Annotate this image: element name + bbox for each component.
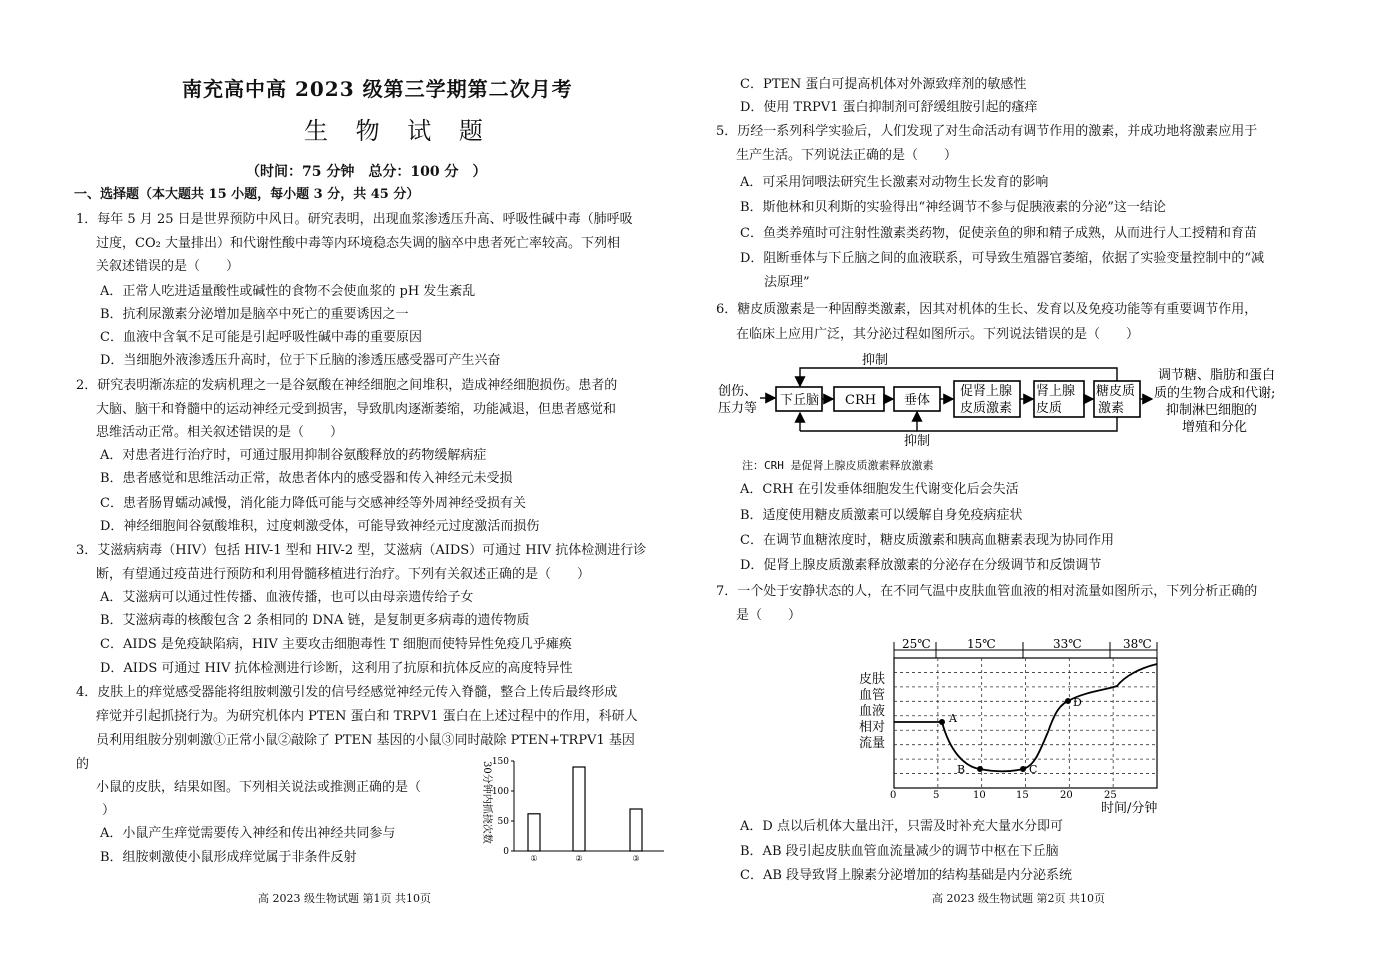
q2-stem-line: 2．研究表明渐冻症的发病机理之一是谷氨酸在神经细胞之间堆积，造成神经细胞损伤。患者的: [76, 378, 618, 393]
q4-stem-line: 4．皮肤上的痒觉感受器能将组胺刺激引发的信号经感觉神经元传入脊髓，整合上传后最终形成: [76, 685, 618, 700]
temp-label: 25℃: [902, 637, 931, 651]
q5-option-d: D．阻断垂体与下丘脑之间的血液联系，可导致生殖器官萎缩，依据了实验变量控制中的“减: [740, 251, 1265, 266]
effect-line: 增殖和分化: [1182, 420, 1248, 435]
y-tick-label: 50: [497, 817, 509, 827]
point-d: [1065, 698, 1071, 704]
bar: [630, 809, 642, 851]
q1-stem-line: 过度，CO₂ 大量排出）和代谢性酸中毒等内环境稳态失调的脑卒中患者死亡率较高。下列相: [96, 236, 620, 251]
diagram-input-line: 压力等: [718, 401, 758, 416]
exam-title: 南充高中高 2023 级第三学期第二次月考: [182, 77, 573, 101]
x-tick: 20: [1060, 790, 1073, 801]
footer-left: 高 2023 级生物试题 第1页 共10页: [258, 892, 431, 905]
q6-option-c: C．在调节血糖浓度时，糖皮质激素和胰高血糖素表现为协同作用: [740, 533, 1114, 548]
q1-option-c: C．血液中含氧不足可能是引起呼吸性碱中毒的重要原因: [100, 330, 422, 345]
q4-option-b: B．组胺刺激使小鼠形成痒觉属于非条件反射: [100, 850, 357, 865]
x-tick-label: ②: [575, 854, 583, 863]
y-label: 血管: [859, 688, 886, 703]
q7-stem-line: 是（ ）: [736, 608, 802, 623]
q4-stem-line: 的: [76, 757, 90, 772]
q4-bar-chart: [476, 755, 676, 867]
point-a-label: A: [949, 712, 957, 725]
q7-blood-flow-graph: [855, 632, 1175, 816]
q2-option-c: C．患者肠胃蠕动减慢，消化能力降低可能与交感神经等外周神经受损有关: [100, 496, 526, 511]
diagram-input-line: 创伤、: [718, 384, 758, 399]
x-tick: 25: [1104, 790, 1117, 801]
point-d-label: D: [1073, 696, 1082, 709]
q7-stem-line: 7．一个处于安静状态的人，在不同气温中皮肤血管血液的相对流量如图所示，下列分析正确的: [716, 584, 1258, 599]
temp-label: 15℃: [967, 637, 996, 651]
q6-flow-diagram: [712, 350, 1302, 450]
section-heading: 一、选择题（本大题共 15 小题，每小题 3 分，共 45 分）: [74, 187, 420, 202]
q5-option-d-cont: 法原理”: [764, 275, 810, 290]
q3-stem-line: 3．艾滋病病毒（HIV）包括 HIV-1 型和 HIV-2 型，艾滋病（AIDS）可通过 HIV 抗体检测进行诊: [76, 543, 647, 558]
y-label: 流量: [859, 736, 886, 751]
box-hypothalamus-label: 下丘脑: [780, 393, 820, 408]
q4-stem-line: ）: [102, 803, 116, 818]
q3-option-c: C．AIDS 是免疫缺陷病，HIV 主要攻击细胞毒性 T 细胞而使特异性免疫几乎瘫痪: [100, 637, 572, 652]
exam-time-score: （时间：75 分钟 总分：100 分 ）: [246, 164, 487, 180]
effect-line: 质的生物合成和代谢;: [1154, 386, 1276, 401]
x-tick: 10: [973, 790, 986, 801]
q6-option-d: D．促肾上腺皮质激素释放激素的分泌存在分级调节和反馈调节: [740, 558, 1102, 573]
temp-label: 33℃: [1053, 637, 1082, 651]
box-glucocorticoid-label: 糖皮质: [1096, 384, 1136, 399]
inhibit-label-bottom: 抑制: [904, 434, 931, 449]
q5-option-b: B．斯他林和贝利斯的实验得出“神经调节不参与促胰液素的分泌”这一结论: [740, 200, 1166, 215]
q4-stem-line: 员利用组胺分别刺激①正常小鼠②敲除了 PTEN 基因的小鼠③同时敲除 PTEN+TRPV1 基因: [96, 733, 635, 748]
bar: [573, 767, 585, 851]
q3-stem-line: 断，有望通过疫苗进行预防和利用骨髓移植进行治疗。下列有关叙述正确的是（ ）: [96, 567, 591, 582]
q2-stem-line: 大脑、脑干和脊髓中的运动神经元受到损害，导致肌肉逐渐萎缩，功能减退，但患者感觉和: [96, 402, 617, 417]
q5-stem-line: 生产生活。下列说法正确的是（ ）: [736, 148, 958, 163]
point-b-label: B: [957, 763, 966, 776]
point-a: [939, 719, 945, 725]
q6-stem-line: 6．糖皮质激素是一种固醇类激素，因其对机体的生长、发育以及免疫功能等有重要调节作用，: [716, 302, 1258, 317]
q6-option-b: B．适度使用糖皮质激素可以缓解自身免疫病症状: [740, 508, 1023, 523]
q2-option-b: B．患者感觉和思维活动正常，故患者体内的感受器和传入神经元未受损: [100, 471, 513, 486]
y-label: 皮肤: [859, 672, 886, 687]
q5-stem-line: 5．历经一系列科学实验后，人们发现了对生命活动有调节作用的激素，并成功地将激素应用于: [716, 124, 1258, 139]
q1-option-d: D．当细胞外液渗透压升高时，位于下丘脑的渗透压感受器可产生兴奋: [100, 353, 501, 368]
box-glucocorticoid-label: 激素: [1098, 401, 1125, 416]
q4-stem-line: 小鼠的皮肤，结果如图。下列相关说法或推测正确的是（: [96, 780, 422, 795]
x-tick: 0: [890, 790, 897, 801]
x-label: 时间/分钟: [1101, 801, 1158, 816]
point-c: [1020, 766, 1026, 772]
exam-subtitle: 生 物 试 题: [304, 117, 493, 145]
q7-option-c: C．AB 段导致肾上腺素分泌增加的结构基础是内分泌系统: [740, 868, 1073, 883]
box-acth-label: 促肾上腺: [960, 384, 1013, 399]
q3-option-d: D．AIDS 可通过 HIV 抗体检测进行诊断，这利用了抗原和抗体反应的高度特异性: [100, 661, 573, 676]
effect-line: 抑制淋巴细胞的: [1166, 403, 1258, 418]
q2-stem-line: 思维活动正常。相关叙述错误的是（ ）: [96, 425, 344, 440]
x-tick-label: ①: [530, 854, 538, 863]
q1-stem-line: 关叙述错误的是（ ）: [96, 259, 240, 274]
box-crh-label: CRH: [845, 393, 877, 408]
point-b: [977, 766, 983, 772]
q6-note: 注：CRH 是促肾上腺皮质激素释放激素: [742, 459, 934, 472]
x-tick-label: ③: [632, 854, 640, 863]
q4-stem-line: 痒觉并引起抓挠行为。为研究机体内 PTEN 蛋白和 TRPV1 蛋白在上述过程中的作用，科研人: [96, 709, 638, 724]
q3-option-b: B．艾滋病毒的核酸包含 2 条相同的 DNA 链，是复制更多病毒的遗传物质: [100, 613, 530, 628]
q1-option-a: A．正常人吃进适量酸性或碱性的食物不会使血浆的 pH 发生紊乱: [100, 284, 476, 299]
q5-option-c: C．鱼类养殖时可注射性激素类药物，促使亲鱼的卵和精子成熟，从而进行人工授精和育苗: [740, 226, 1257, 241]
x-tick: 5: [933, 790, 940, 801]
q1-stem-line: 1．每年 5 月 25 日是世界预防中风日。研究表明，出现血浆渗透压升高、呼吸性碱中毒（肺呼吸: [76, 212, 633, 227]
footer-right: 高 2023 级生物试题 第2页 共10页: [932, 892, 1105, 905]
q4-option-d: D．使用 TRPV1 蛋白抑制剂可舒缓组胺引起的瘙痒: [740, 100, 1038, 115]
q2-option-d: D．神经细胞间谷氨酸堆积，过度刺激受体，可能导致神经元过度激活而损伤: [100, 519, 540, 534]
q6-stem-line: 在临床上应用广泛，其分泌过程如图所示。下列说法错误的是（ ）: [736, 327, 1140, 342]
bar: [528, 814, 540, 851]
temp-label: 38℃: [1123, 637, 1152, 651]
inhibit-label-top: 抑制: [862, 353, 889, 368]
y-tick-label: 100: [491, 787, 509, 797]
y-tick-label: 0: [503, 847, 509, 857]
q3-option-a: A．艾滋病可以通过性传播、血液传播，也可以由母亲遗传给子女: [100, 590, 474, 605]
q7-option-b: B．AB 段引起皮肤血管血流量减少的调节中枢在下丘脑: [740, 844, 1059, 859]
q4-option-a: A．小鼠产生痒觉需要传入神经和传出神经共同参与: [100, 826, 396, 841]
point-c-label: C: [1029, 763, 1038, 776]
box-acth-label: 皮质激素: [960, 401, 1013, 416]
effect-line: 调节糖、脂肪和蛋白: [1158, 368, 1276, 383]
q7-option-a: A．D 点以后机体大量出汗，只需及时补充大量水分即可: [740, 819, 1063, 834]
box-adrenal-label: 肾上腺: [1036, 384, 1076, 399]
box-adrenal-label: 皮质: [1036, 401, 1063, 416]
y-axis-label: 30分钟内抓挠次数: [481, 761, 492, 844]
y-label: 血液: [859, 704, 886, 719]
q2-option-a: A．对患者进行治疗时，可通过服用抑制谷氨酸释放的药物缓解病症: [100, 448, 487, 463]
x-tick: 15: [1016, 790, 1029, 801]
box-pituitary-label: 垂体: [904, 393, 931, 408]
y-label: 相对: [859, 720, 886, 735]
q5-option-a: A．可采用饲喂法研究生长激素对动物生长发育的影响: [740, 175, 1049, 190]
q6-option-a: A．CRH 在引发垂体细胞发生代谢变化后会失活: [740, 482, 1019, 497]
y-tick-label: 150: [491, 757, 509, 767]
q4-option-c: C．PTEN 蛋白可提高机体对外源致痒剂的敏感性: [740, 77, 1027, 92]
q1-option-b: B．抗利尿激素分泌增加是脑卒中死亡的重要诱因之一: [100, 307, 409, 322]
